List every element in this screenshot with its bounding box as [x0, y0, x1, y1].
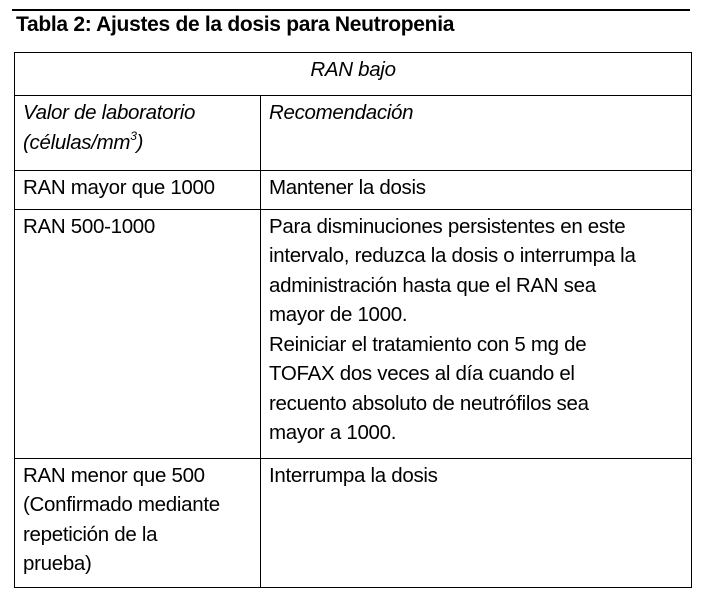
- recommendation-line: mayor a 1000.: [269, 421, 397, 444]
- recommendation-line: TOFAX dos veces al día cuando el: [269, 362, 575, 385]
- lab-unit-suffix: ): [136, 130, 144, 154]
- dose-adjustment-table: [14, 52, 692, 588]
- column-header-row: [15, 96, 692, 171]
- top-rule: [12, 9, 690, 11]
- lab-value-line: (Confirmado mediante: [23, 493, 220, 516]
- recommendation-line: recuento absoluto de neutrófilos sea: [269, 391, 589, 415]
- lab-value-cell: RAN 500-1000: [15, 209, 261, 458]
- lab-value-line: RAN menor que 500: [23, 463, 205, 487]
- lab-value-line: prueba): [23, 552, 92, 575]
- lab-value-line: repetición de la: [23, 522, 158, 546]
- recommendation-line: intervalo, reduzca la dosis o interrumpa la: [269, 244, 636, 267]
- band-header: RAN bajo: [15, 53, 692, 96]
- band-header-row: [15, 53, 692, 96]
- recommendation-line: Mantener la dosis: [269, 176, 426, 199]
- lab-unit-prefix: (células/mm: [23, 130, 131, 154]
- recommendation-line: mayor de 1000.: [269, 303, 408, 326]
- recommendation-line: Interrumpa la dosis: [269, 463, 438, 487]
- lab-value-header-line1: Valor de laboratorio: [23, 101, 196, 124]
- lab-value-cell: RAN mayor que 1000: [15, 171, 261, 210]
- recommendation-header: Recomendación: [261, 96, 692, 171]
- table-row: [15, 458, 692, 587]
- table-row: [15, 171, 692, 210]
- lab-unit-superscript: 3: [130, 128, 137, 143]
- lab-value-header: [15, 96, 261, 171]
- lab-value-cell: [15, 458, 261, 587]
- recommendation-line: Reiniciar el tratamiento con 5 mg de: [269, 332, 587, 356]
- table-title: Tabla 2: Ajustes de la dosis para Neutropenia: [16, 13, 455, 36]
- table-row: [15, 209, 692, 458]
- recommendation-cell: [261, 458, 692, 587]
- recommendation-cell: [261, 171, 692, 210]
- lab-value-header-line2: [23, 128, 252, 158]
- recommendation-line: administración hasta que el RAN sea: [269, 273, 596, 297]
- recommendation-cell: [261, 209, 692, 458]
- recommendation-line: Para disminuciones persistentes en este: [269, 214, 626, 238]
